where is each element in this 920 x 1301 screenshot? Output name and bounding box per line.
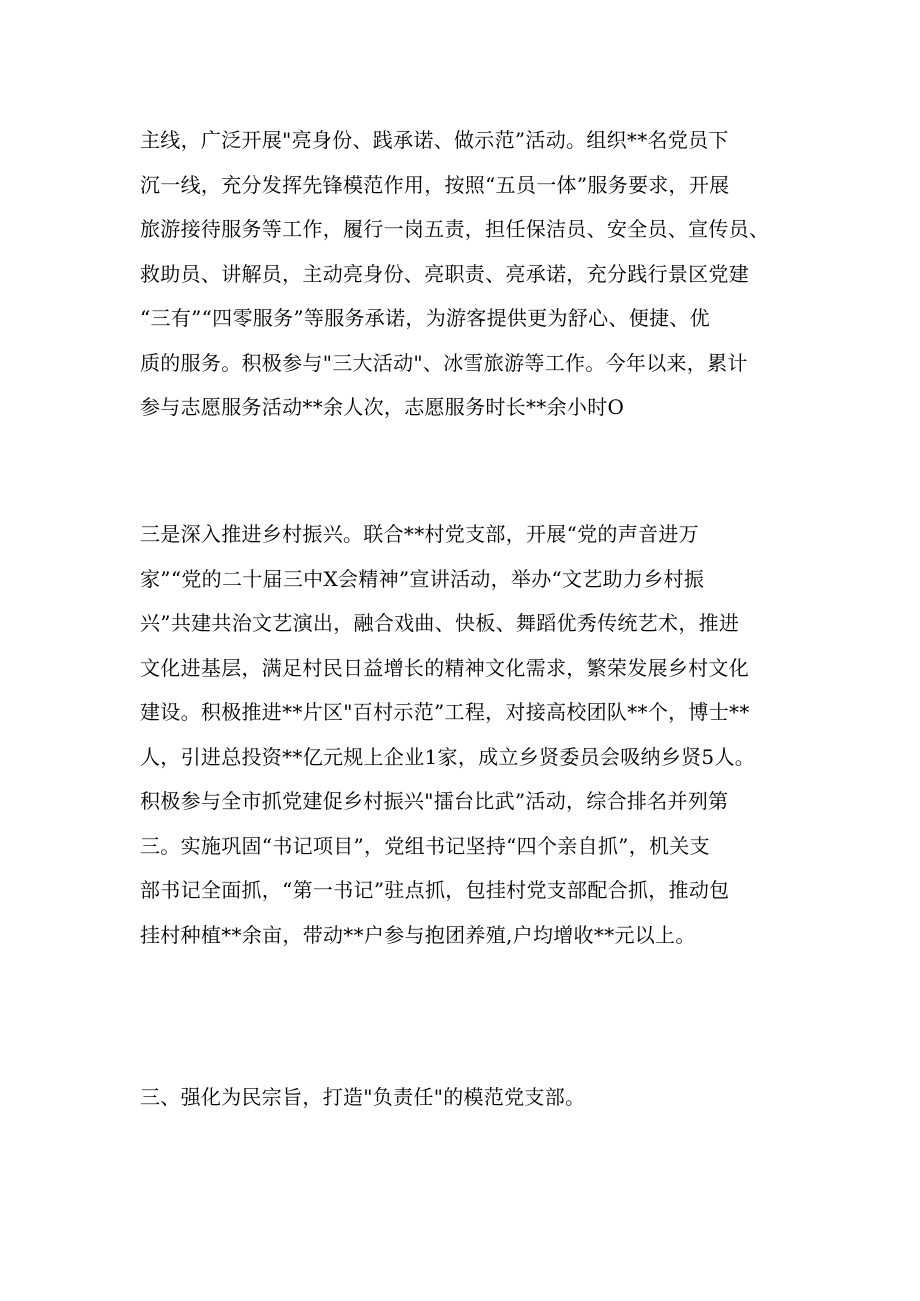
text-line: 家”“党的二十届三中X会精神”宣讲活动，举办“文艺助力乡村振	[140, 566, 705, 591]
heading-line: 三、强化为民宗旨，打造"负责任"的模范党支部。	[140, 1085, 586, 1109]
text-line: 文化进基层，满足村民日益增长的精神文化需求，繁荣发展乡村文化	[140, 655, 749, 680]
text-line: 主线，广泛开展"亮身份、践承诺、做示范”活动。组织**名党员下	[140, 128, 729, 152]
text-line: 部书记全面抓，“第一书记”驻点抓，包挂村党支部配合抓，推动包	[140, 878, 730, 902]
text-line: 建设。积极推进**片区"百村示范”工程，对接高校团队**个，博士**	[140, 700, 750, 724]
text-line: “三有”“四零服务”等服务承诺，为游客提供更为舒心、便捷、优	[140, 306, 710, 330]
text-line: 沉一线，充分发挥先锋模范作用，按照“五员一体”服务要求，开展	[140, 172, 730, 197]
text-line: 旅游接待服务等工作，履行一岗五责，担任保洁员、安全员、宣传员、	[140, 217, 770, 241]
text-line: 积极参与全市抓党建促乡村振兴"擂台比武”活动，综合排名并列第	[140, 789, 729, 813]
text-line: 三是深入推进乡村振兴。联合**村党支部，开展“党的声音进万	[140, 522, 699, 546]
text-line: 救助员、讲解员，主动亮身份、亮职责、亮承诺，充分践行景区党建	[140, 261, 749, 286]
text-line: 兴”共建共治文艺演出，融合戏曲、快板、舞蹈优秀传统艺术，推进	[140, 611, 740, 635]
text-line: 参与志愿服务活动**余人次，志愿服务时长**余小时O	[140, 395, 625, 419]
text-line: 质的服务。积极参与"三大活动"、冰雪旅游等工作。今年以来，累计	[140, 350, 748, 375]
paragraph-rural-revitalization	[140, 512, 800, 957]
text-line: 人，引进总投资**亿元规上企业1家，成立乡贤委员会吸纳乡贤5人。	[140, 744, 756, 769]
paragraph-volunteer-service	[140, 118, 800, 430]
text-line: 挂村种植**余亩，带动**户参与抱团养殖,户均增收**元以上。	[140, 922, 696, 947]
section-heading	[140, 1075, 800, 1120]
text-line: 三。实施巩固“书记项目”，党组书记坚持“四个亲自抓”，机关支	[140, 833, 710, 858]
